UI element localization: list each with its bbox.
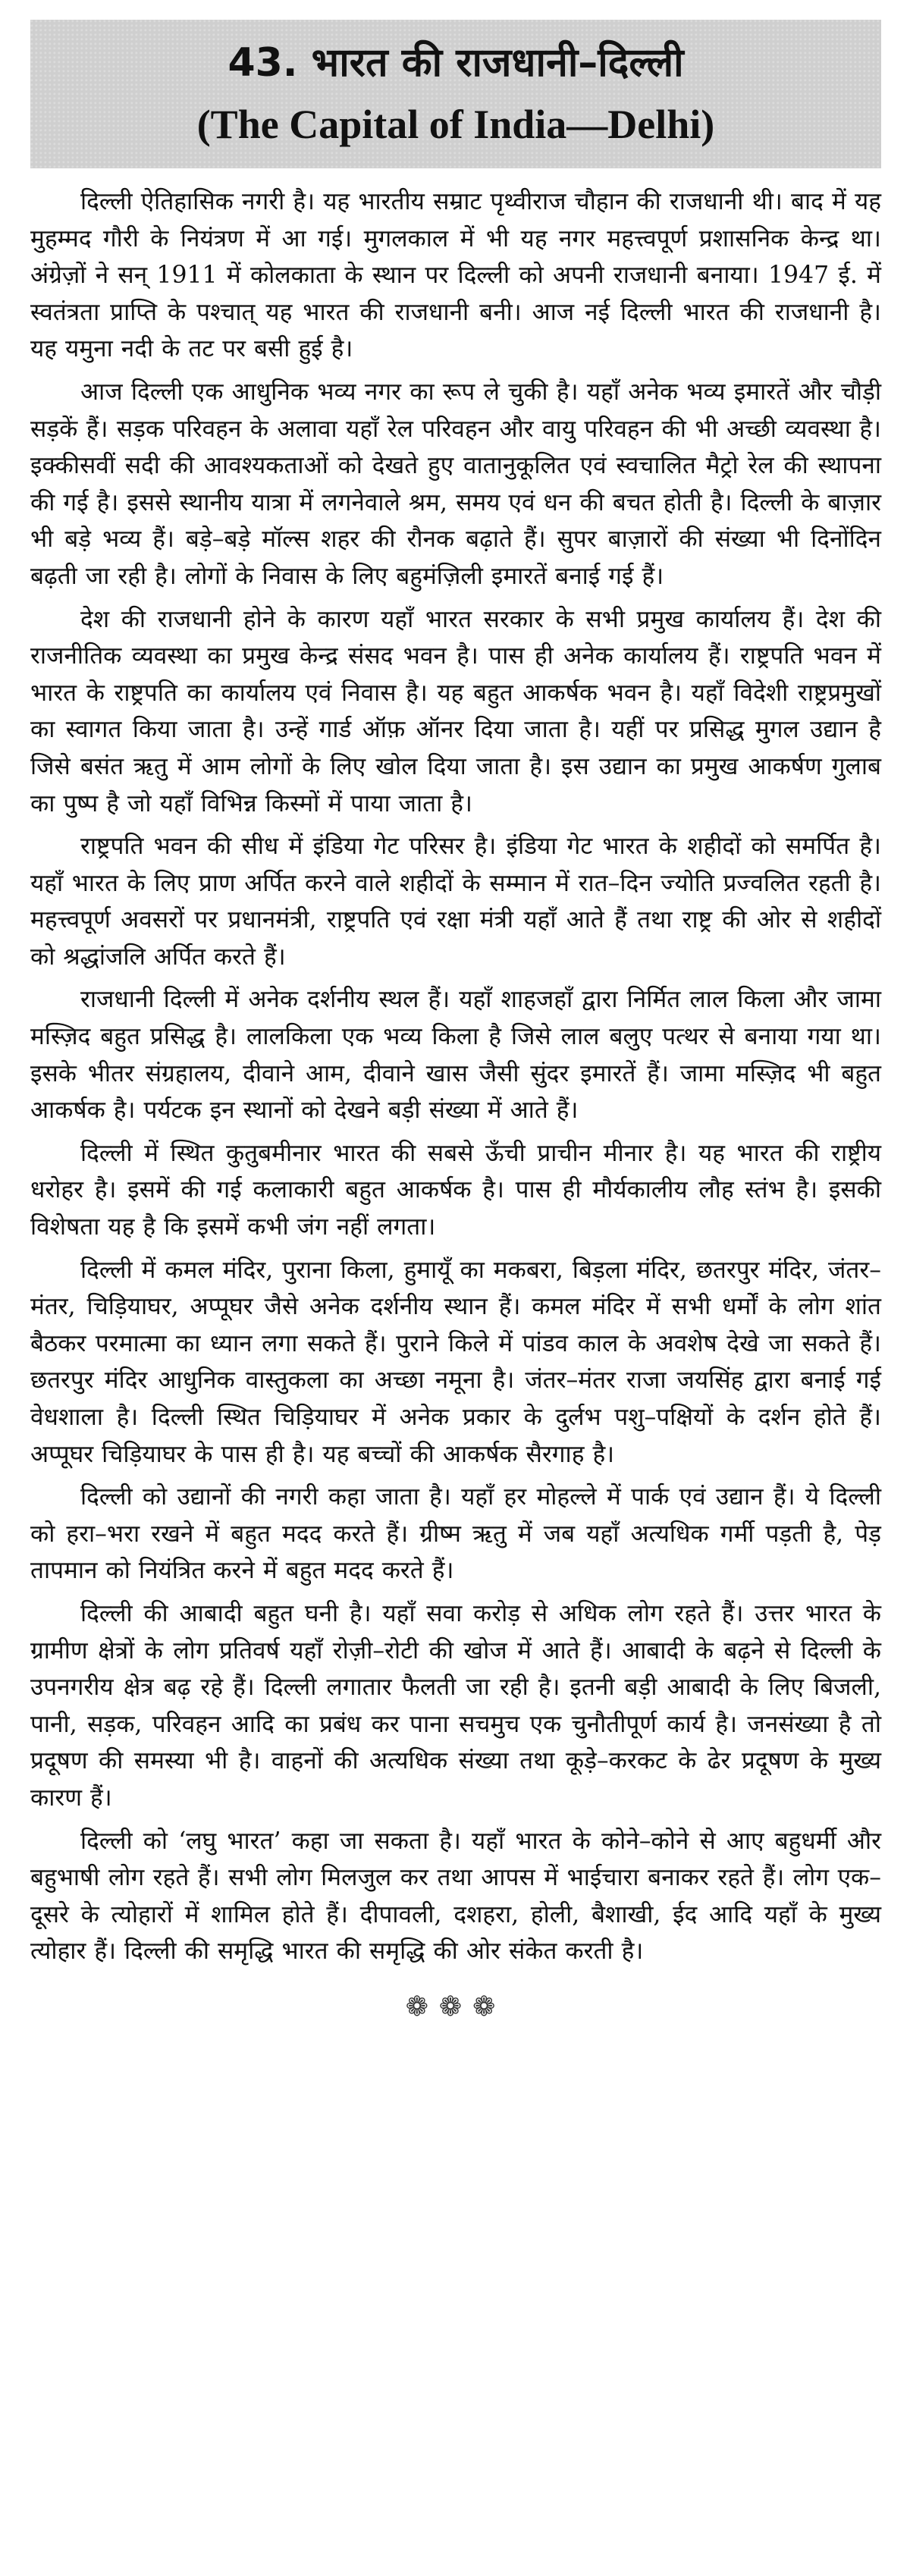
paragraph-9: दिल्ली की आबादी बहुत घनी है। यहाँ सवा करोड़ से अधिक लोग रहते हैं। उत्तर भारत के ग्रामीण क्षेत्रों के लोग प्रतिवर्ष यहाँ रोज़ी–रोटी की खोज में आते हैं। आबादी के बढ़ने से दिल्ली के उपनगरीय क्षेत्र बढ़ रहे हैं। दिल्ली लगातार फैलती जा रही है। इतनी बड़ी आबादी के लिए बिजली, पानी, सड़क, परिवहन आदि का प्रबंध कर पाना सचमुच एक चुनौतीपूर्ण कार्य है। जनसंख्या है तो प्रदूषण की समस्या भी है। वाहनों की अत्यधिक संख्या तथा कूड़े–करकट के ढेर प्रदूषण के मुख्य कारण हैं। [30,1599,881,1812]
paragraph-5: राजधानी दिल्ली में अनेक दर्शनीय स्थल हैं। यहाँ शाहजहाँ द्वारा निर्मित लाल किला और जामा मस्ज़िद बहुत प्रसिद्ध है। लालकिला एक भव्य किला है जिसे लाल बलुए पत्थर से बनाया गया था। इसके भीतर संग्रहालय, दीवाने आम, दीवाने खास जैसी सुंदर इमारतें हैं। जामा मस्ज़िद भी बहुत आकर्षक है। पर्यटक इन स्थानों को देखने बड़ी संख्या में आते हैं। [30,986,881,1125]
paragraph-2: आज दिल्ली एक आधुनिक भव्य नगर का रूप ले चुकी है। यहाँ अनेक भव्य इमारतें और चौड़ी सड़कें हैं। सड़क परिवहन के अलावा यहाँ रेल परिवहन और वायु परिवहन की भी अच्छी व्यवस्था है। इक्कीसवीं सदी की आवश्यकताओं को देखते हुए वातानुकूलित एवं स्वचालित मैट्रो रेल की स्थापना की गई है। इससे स्थानीय यात्रा में लगनेवाले श्रम, समय एवं धन की बचत होती है। दिल्ली के बाज़ार भी बड़े भव्य हैं। बड़े–बड़े मॉल्स शहर की रौनक बढ़ाते हैं। सुपर बाज़ारों की संख्या भी दिनोंदिन बढ़ती जा रही है। लोगों के निवास के लिए बहुमंज़िली इमारतें बनाई गई हैं। [30,378,881,590]
paragraph-6: दिल्ली में स्थित कुतुबमीनार भारत की सबसे ऊँची प्राचीन मीनार है। यह भारत की राष्ट्रीय धरोहर है। इसमें की गई कलाकारी बहुत आकर्षक है। पास ही मौर्यकालीय लौह स्तंभ है। इसकी विशेषता यह है कि इसमें कभी जंग नहीं लगता। [30,1139,881,1241]
document-page [0,20,910,2576]
paragraph-10: दिल्ली को ‘लघु भारत’ कहा जा सकता है। यहाँ भारत के कोने–कोने से आए बहुधर्मी और बहुभाषी लोग रहते हैं। सभी लोग मिलजुल कर तथा आपस में भाईचारा बनाकर रहते हैं। लोग एक–दूसरे के त्योहारों में शामिल होते हैं। दीपावली, दशहरा, होली, बैशाखी, ईद आदि यहाँ के मुख्य त्योहार हैं। दिल्ली की समृद्धि भारत की समृद्धि की ओर संकेत करती है। [30,1827,881,1966]
page-subtitle: (The Capital of India—Delhi) [196,102,715,147]
paragraph-3: देश की राजधानी होने के कारण यहाँ भारत सरकार के सभी प्रमुख कार्यालय हैं। देश की राजनीतिक व्यवस्था का प्रमुख केन्द्र संसद भवन है। पास ही अनेक कार्यालय हैं। राष्ट्रपति भवन में भारत के राष्ट्रपति का कार्यालय एवं निवास है। यह बहुत आकर्षक भवन है। यहाँ विदेशी राष्ट्रप्रमुखों का स्वागत किया जाता है। उन्हें गार्ड ऑफ़ ऑनर दिया जाता है। यहीं पर प्रसिद्ध मुगल उद्यान है जिसे बसंत ऋतु में आम लोगों के लिए खोल दिया जाता है। इस उद्यान का प्रमुख आकर्षण गुलाब का पुष्प है जो यहाँ विभिन्न किस्मों में पाया जाता है। [30,605,881,817]
essay-body [30,184,881,1970]
title-banner [30,20,881,168]
paragraph-1: दिल्ली ऐतिहासिक नगरी है। यह भारतीय सम्राट पृथ्वीराज चौहान की राजधानी थी। बाद में यह मुहम्मद गौरी के नियंत्रण में आ गई। मुगलकाल में भी यह नगर महत्त्वपूर्ण प्रशासनिक केन्द्र था। अंग्रेज़ों ने सन् 1911 में कोलकाता के स्थान पर दिल्ली को अपनी राजधानी बनाया। 1947 ई. में स्वतंत्रता प्राप्ति के पश्चात् यह भारत की राजधानी बनी। आज नई दिल्ली भारत की राजधानी है। यह यमुना नदी के तट पर बसी हुई है। [30,188,881,363]
page-title: 43. भारत की राजधानी–दिल्ली [228,40,684,86]
paragraph-4: राष्ट्रपति भवन की सीध में इंडिया गेट परिसर है। इंडिया गेट भारत के शहीदों को समर्पित है। यहाँ भारत के लिए प्राण अर्पित करने वाले शहीदों के सम्मान में रात–दिन ज्योति प्रज्वलित रहती है। महत्त्वपूर्ण अवसरों पर प्रधानमंत्री, राष्ट्रपति एवं रक्षा मंत्री यहाँ आते हैं तथा राष्ट्र की ओर से शहीदों को श्रद्धांजलि अर्पित करते हैं। [30,833,881,971]
paragraph-8: दिल्ली को उद्यानों की नगरी कहा जाता है। यहाँ हर मोहल्ले में पार्क एवं उद्यान हैं। ये दिल्ली को हरा–भरा रखने में बहुत मदद करते हैं। ग्रीष्म ऋतु में जब यहाँ अत्यधिक गर्मी पड़ती है, पेड़ तापमान को नियंत्रित करने में बहुत मदद करते हैं। [30,1483,881,1585]
end-ornament-icon: ❁❁❁ [405,1991,507,2022]
paragraph-7: दिल्ली में कमल मंदिर, पुराना किला, हुमायूँ का मकबरा, बिड़ला मंदिर, छतरपुर मंदिर, जंतर–मंतर, चिड़ियाघर, अप्पूघर जैसे अनेक दर्शनीय स्थान हैं। कमल मंदिर में सभी धर्मों के लोग शांत बैठकर परमात्मा का ध्यान लगा सकते हैं। पुराने किले में पांडव काल के अवशेष देखे जा सकते हैं। छतरपुर मंदिर आधुनिक वास्तुकला का अच्छा नमूना है। जंतर–मंतर राजा जयसिंह द्वारा बनाई गई वेधशाला है। दिल्ली स्थित चिड़ियाघर में अनेक प्रकार के दुर्लभ पशु–पक्षियों के दर्शन होते हैं। अप्पूघर चिड़ियाघर के पास ही है। यह बच्चों की आकर्षक सैरगाह है। [30,1256,881,1468]
